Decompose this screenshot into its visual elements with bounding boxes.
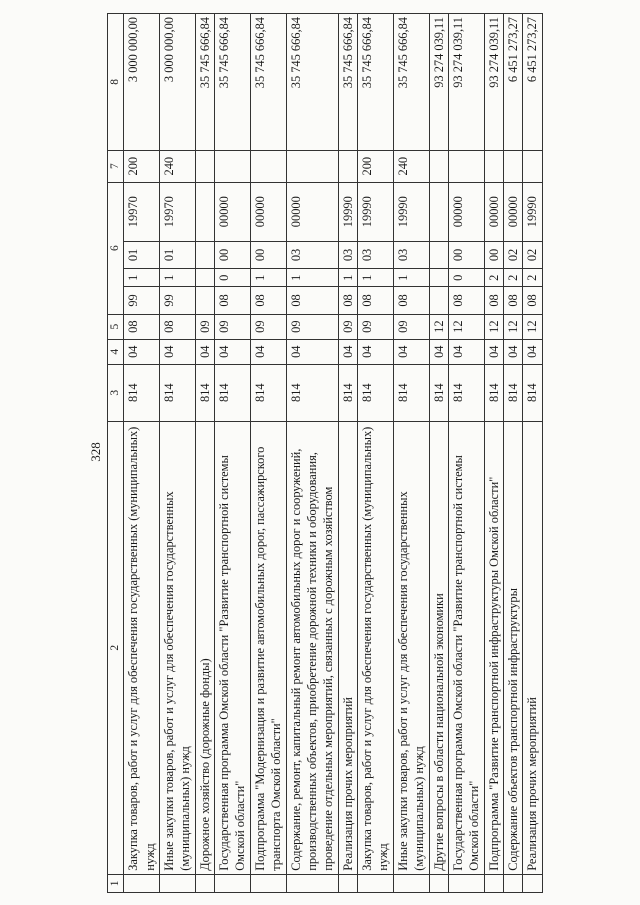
- target-event-code-cell: 00: [215, 241, 251, 268]
- section-code-cell: 04: [195, 339, 214, 364]
- target-subprogram-code-cell: 0: [215, 269, 251, 287]
- table-row: [215, 14, 251, 893]
- target-program-code-cell: 99: [124, 287, 160, 314]
- amount-cell: 35 745 666,84: [215, 14, 251, 151]
- subsection-code-cell: 08: [124, 314, 160, 339]
- target-subprogram-code-cell: [195, 269, 214, 287]
- table-row: [523, 14, 542, 893]
- target-program-code-cell: 08: [484, 287, 503, 314]
- grbs-code-cell: 814: [504, 364, 523, 421]
- section-code-cell: 04: [124, 339, 160, 364]
- header-cell-col7: 7: [108, 150, 124, 182]
- grbs-code-cell: 814: [448, 364, 484, 421]
- target-direction-code-cell: 19990: [358, 182, 394, 241]
- expense-type-code-cell: [215, 150, 251, 182]
- expense-name-cell: Реализация прочих мероприятий: [523, 421, 542, 874]
- expense-type-code-cell: [484, 150, 503, 182]
- amount-cell: 6 451 273,27: [523, 14, 542, 151]
- target-event-code-cell: 00: [250, 241, 286, 268]
- table-row: [286, 14, 338, 893]
- grbs-code-cell: 814: [286, 364, 338, 421]
- target-subprogram-code-cell: 2: [484, 269, 503, 287]
- section-code-cell: 04: [215, 339, 251, 364]
- table-row: [429, 14, 448, 893]
- target-subprogram-code-cell: 1: [124, 269, 160, 287]
- target-event-code-cell: 03: [358, 241, 394, 268]
- target-program-code-cell: 08: [250, 287, 286, 314]
- amount-cell: 35 745 666,84: [338, 14, 357, 151]
- grbs-code-cell: 814: [124, 364, 160, 421]
- target-direction-code-cell: 00000: [484, 182, 503, 241]
- expense-type-code-cell: 240: [159, 150, 195, 182]
- table-row: [195, 14, 214, 893]
- grbs-code-cell: 814: [484, 364, 503, 421]
- expense-name-cell: Иные закупки товаров, работ и услуг для обеспечения государственных (муниципальных) нужд: [393, 421, 429, 874]
- amount-cell: 3 000 000,00: [159, 14, 195, 151]
- section-code-cell: 04: [484, 339, 503, 364]
- header-cell-col2: 2: [108, 421, 124, 874]
- section-code-cell: 04: [504, 339, 523, 364]
- grbs-code-cell: 814: [523, 364, 542, 421]
- row-number-cell: [429, 874, 448, 892]
- row-number-cell: [338, 874, 357, 892]
- expense-type-code-cell: [338, 150, 357, 182]
- target-program-code-cell: 08: [504, 287, 523, 314]
- section-code-cell: 04: [523, 339, 542, 364]
- expense-type-code-cell: [286, 150, 338, 182]
- amount-cell: 93 274 039,11: [429, 14, 448, 151]
- subsection-code-cell: 12: [504, 314, 523, 339]
- target-direction-code-cell: 00000: [448, 182, 484, 241]
- expense-type-code-cell: [250, 150, 286, 182]
- target-event-code-cell: 02: [523, 241, 542, 268]
- target-subprogram-code-cell: 2: [504, 269, 523, 287]
- row-number-cell: [523, 874, 542, 892]
- table-row: [393, 14, 429, 893]
- target-event-code-cell: 00: [448, 241, 484, 268]
- table-row: [504, 14, 523, 893]
- budget-table: [107, 13, 543, 893]
- expense-name-cell: Другие вопросы в области национальной экономики: [429, 421, 448, 874]
- target-program-code-cell: 08: [215, 287, 251, 314]
- target-direction-code-cell: 00000: [504, 182, 523, 241]
- header-cell-col6: 6: [108, 182, 124, 314]
- table-row: [338, 14, 357, 893]
- target-direction-code-cell: 19990: [523, 182, 542, 241]
- expense-type-code-cell: [195, 150, 214, 182]
- target-direction-code-cell: 00000: [250, 182, 286, 241]
- target-program-code-cell: 08: [523, 287, 542, 314]
- target-program-code-cell: [429, 287, 448, 314]
- target-program-code-cell: 08: [286, 287, 338, 314]
- table-row: [159, 14, 195, 893]
- target-event-code-cell: 03: [286, 241, 338, 268]
- amount-cell: 35 745 666,84: [250, 14, 286, 151]
- row-number-cell: [504, 874, 523, 892]
- target-subprogram-code-cell: 1: [286, 269, 338, 287]
- subsection-code-cell: 09: [286, 314, 338, 339]
- amount-cell: 93 274 039,11: [484, 14, 503, 151]
- header-cell-col1: 1: [108, 874, 124, 892]
- target-direction-code-cell: 19970: [159, 182, 195, 241]
- section-code-cell: 04: [250, 339, 286, 364]
- expense-name-cell: Государственная программа Омской области "Развитие транспортной системы Омской области": [215, 421, 251, 874]
- expense-type-code-cell: [448, 150, 484, 182]
- header-cell-col5: 5: [108, 314, 124, 339]
- expense-name-cell: Иные закупки товаров, работ и услуг для обеспечения государственных (муниципальных) нужд: [159, 421, 195, 874]
- header-cell-col8: 8: [108, 14, 124, 151]
- page-number: 328: [88, 442, 103, 462]
- subsection-code-cell: 12: [429, 314, 448, 339]
- expense-type-code-cell: [429, 150, 448, 182]
- target-direction-code-cell: 19990: [393, 182, 429, 241]
- table-row: [484, 14, 503, 893]
- target-event-code-cell: 00: [484, 241, 503, 268]
- subsection-code-cell: 09: [215, 314, 251, 339]
- grbs-code-cell: 814: [358, 364, 394, 421]
- target-subprogram-code-cell: 1: [338, 269, 357, 287]
- header-row: [108, 14, 124, 893]
- header-cell-col3: 3: [108, 364, 124, 421]
- target-event-code-cell: 01: [159, 241, 195, 268]
- expense-name-cell: Содержание объектов транспортной инфраструктуры: [504, 421, 523, 874]
- target-event-code-cell: 01: [124, 241, 160, 268]
- expense-type-code-cell: 240: [393, 150, 429, 182]
- target-program-code-cell: [195, 287, 214, 314]
- expense-name-cell: Подпрограмма "Модернизация и развитие автомобильных дорог, пассажирского транспорта Омской области": [250, 421, 286, 874]
- expense-name-cell: Содержание, ремонт, капитальный ремонт автомобильных дорог и сооружений, производственных объектов, приобретение дорожной техники и оборудования, проведение отдельных мероприятий, связанных с дорожным хозяйством: [286, 421, 338, 874]
- section-code-cell: 04: [393, 339, 429, 364]
- target-subprogram-code-cell: 1: [393, 269, 429, 287]
- subsection-code-cell: 09: [358, 314, 394, 339]
- grbs-code-cell: 814: [215, 364, 251, 421]
- target-subprogram-code-cell: 1: [250, 269, 286, 287]
- target-direction-code-cell: 00000: [215, 182, 251, 241]
- target-event-code-cell: 02: [504, 241, 523, 268]
- grbs-code-cell: 814: [250, 364, 286, 421]
- row-number-cell: [124, 874, 160, 892]
- header-cell-col4: 4: [108, 339, 124, 364]
- row-number-cell: [195, 874, 214, 892]
- target-event-code-cell: [195, 241, 214, 268]
- subsection-code-cell: 12: [523, 314, 542, 339]
- subsection-code-cell: 12: [484, 314, 503, 339]
- subsection-code-cell: 09: [195, 314, 214, 339]
- row-number-cell: [393, 874, 429, 892]
- target-subprogram-code-cell: 1: [159, 269, 195, 287]
- grbs-code-cell: 814: [159, 364, 195, 421]
- row-number-cell: [250, 874, 286, 892]
- section-code-cell: 04: [159, 339, 195, 364]
- expense-name-cell: Реализация прочих мероприятий: [338, 421, 357, 874]
- target-event-code-cell: 03: [393, 241, 429, 268]
- subsection-code-cell: 09: [393, 314, 429, 339]
- grbs-code-cell: 814: [429, 364, 448, 421]
- row-number-cell: [448, 874, 484, 892]
- subsection-code-cell: 09: [338, 314, 357, 339]
- grbs-code-cell: 814: [393, 364, 429, 421]
- target-direction-code-cell: 19990: [338, 182, 357, 241]
- expense-name-cell: Закупка товаров, работ и услуг для обеспечения государственных (муниципальных) нужд: [124, 421, 160, 874]
- amount-cell: 35 745 666,84: [358, 14, 394, 151]
- target-program-code-cell: 08: [358, 287, 394, 314]
- target-program-code-cell: 99: [159, 287, 195, 314]
- target-program-code-cell: 08: [393, 287, 429, 314]
- target-direction-code-cell: 00000: [286, 182, 338, 241]
- subsection-code-cell: 09: [250, 314, 286, 339]
- target-subprogram-code-cell: 2: [523, 269, 542, 287]
- row-number-cell: [215, 874, 251, 892]
- row-number-cell: [159, 874, 195, 892]
- expense-type-code-cell: [504, 150, 523, 182]
- expense-name-cell: Подпрограмма "Развитие транспортной инфраструктуры Омской области": [484, 421, 503, 874]
- target-direction-code-cell: 19970: [124, 182, 160, 241]
- amount-cell: 6 451 273,27: [504, 14, 523, 151]
- target-subprogram-code-cell: [429, 269, 448, 287]
- amount-cell: 35 745 666,84: [393, 14, 429, 151]
- table-row: [124, 14, 160, 893]
- section-code-cell: 04: [338, 339, 357, 364]
- row-number-cell: [286, 874, 338, 892]
- expense-type-code-cell: 200: [358, 150, 394, 182]
- table-row: [358, 14, 394, 893]
- target-subprogram-code-cell: 1: [358, 269, 394, 287]
- section-code-cell: 04: [448, 339, 484, 364]
- amount-cell: 93 274 039,11: [448, 14, 484, 151]
- target-event-code-cell: [429, 241, 448, 268]
- expense-type-code-cell: [523, 150, 542, 182]
- target-subprogram-code-cell: 0: [448, 269, 484, 287]
- subsection-code-cell: 08: [159, 314, 195, 339]
- target-direction-code-cell: [429, 182, 448, 241]
- expense-name-cell: Закупка товаров, работ и услуг для обеспечения государственных (муниципальных) нужд: [358, 421, 394, 874]
- row-number-cell: [358, 874, 394, 892]
- expense-type-code-cell: 200: [124, 150, 160, 182]
- section-code-cell: 04: [429, 339, 448, 364]
- table-row: [448, 14, 484, 893]
- target-program-code-cell: 08: [448, 287, 484, 314]
- section-code-cell: 04: [286, 339, 338, 364]
- target-event-code-cell: 03: [338, 241, 357, 268]
- target-program-code-cell: 08: [338, 287, 357, 314]
- subsection-code-cell: 12: [448, 314, 484, 339]
- amount-cell: 3 000 000,00: [124, 14, 160, 151]
- grbs-code-cell: 814: [195, 364, 214, 421]
- target-direction-code-cell: [195, 182, 214, 241]
- expense-name-cell: Дорожное хозяйство (дорожные фонды): [195, 421, 214, 874]
- amount-cell: 35 745 666,84: [195, 14, 214, 151]
- grbs-code-cell: 814: [338, 364, 357, 421]
- amount-cell: 35 745 666,84: [286, 14, 338, 151]
- section-code-cell: 04: [358, 339, 394, 364]
- row-number-cell: [484, 874, 503, 892]
- table-row: [250, 14, 286, 893]
- rotated-content: [107, 0, 617, 893]
- expense-name-cell: Государственная программа Омской области "Развитие транспортной системы Омской области": [448, 421, 484, 874]
